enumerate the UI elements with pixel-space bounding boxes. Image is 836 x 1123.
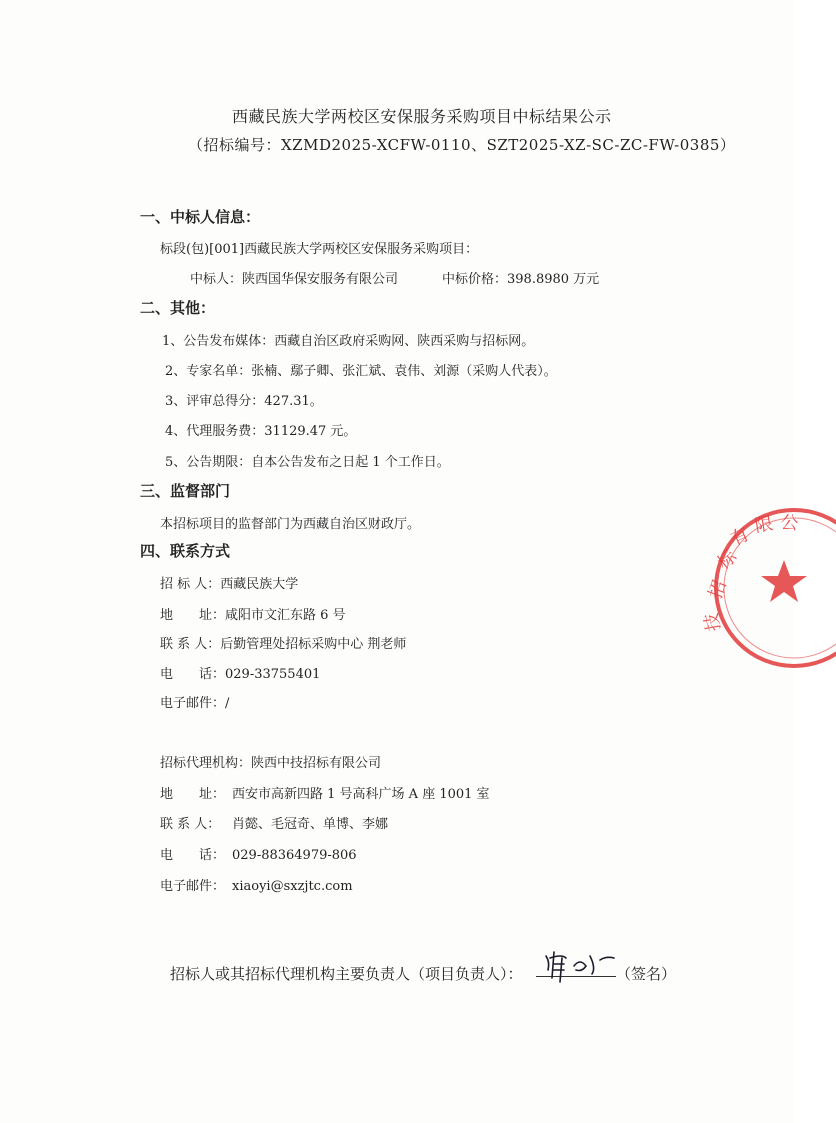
tenderer-email-row: [160, 692, 229, 711]
winner-line: [190, 268, 398, 287]
tenderer-contact: 后勤管理处招标采购中心 荆老师: [220, 637, 407, 652]
price-label: 中标价格：: [442, 272, 508, 287]
supervision-text: 本招标项目的监督部门为西藏自治区财政厅。: [160, 517, 421, 532]
svg-text:有: 有: [727, 523, 753, 551]
list-item: 4、代理服务费：31129.47 元。: [165, 424, 357, 439]
section-1-heading: 一、中标人信息：: [140, 208, 261, 226]
agency-contact-row: [160, 813, 388, 832]
agency-address-row: [160, 783, 490, 802]
tenderer-phone-label: 电 话：: [160, 667, 226, 682]
svg-text:公: 公: [779, 512, 800, 535]
winner-name: 陕西国华保安服务有限公司: [242, 272, 399, 287]
section-4-heading: 四、联系方式: [140, 542, 231, 560]
tenderer-address: 咸阳市文汇东路 6 号: [225, 608, 346, 623]
agency-address-label: 地 址：: [160, 787, 226, 802]
tenderer-address-label: 地 址：: [160, 608, 226, 623]
agency-address: 西安市高新四路 1 号高科广场 A 座 1001 室: [232, 787, 490, 802]
agency-name: 陕西中技招标有限公司: [251, 756, 382, 771]
tenderer-contact-label: 联 系 人：: [160, 637, 221, 652]
agency-phone: 029-88364979-806: [232, 848, 357, 863]
agency-email: xiaoyi@sxzjtc.com: [232, 879, 353, 894]
list-item: 2、专家名单：张楠、鄢子卿、张汇斌、袁伟、刘源（采购人代表）。: [165, 364, 557, 379]
agency-contact-label: 联 系 人：: [160, 817, 221, 832]
tenderer-email-label: 电子邮件：: [160, 696, 226, 711]
agency-email-label: 电子邮件：: [160, 879, 226, 894]
svg-text:招: 招: [704, 577, 731, 602]
page-title: 西藏民族大学两校区安保服务采购项目中标结果公示: [232, 107, 612, 126]
winner-label: 中标人：: [190, 272, 243, 287]
agency-phone-row: [160, 844, 357, 863]
section-2-heading: 二、其他：: [140, 299, 216, 317]
list-item: 3、评审总得分：427.31。: [165, 394, 323, 409]
signature-label: 招标人或其招标代理机构主要负责人（项目负责人）：: [170, 965, 523, 983]
agency-contact: 肖懿、毛冠奇、单博、李娜: [232, 817, 389, 832]
section-3-heading: 三、监督部门: [140, 482, 231, 500]
agency-phone-label: 电 话：: [160, 848, 226, 863]
list-item: 1、公告发布媒体：西藏自治区政府采购网、陕西采购与招标网。: [162, 334, 535, 349]
tenderer-contact-row: [160, 633, 406, 652]
agency-email-row: [160, 875, 353, 894]
price-line: [442, 268, 599, 287]
official-seal: [701, 500, 836, 680]
lot-line: 标段(包)[001]西藏民族大学两校区安保服务采购项目：: [160, 242, 479, 257]
tenderer-address-row: [160, 604, 346, 623]
tenderer-name: 西藏民族大学: [220, 577, 299, 592]
tenderer-name-label: 招 标 人：: [160, 577, 221, 592]
svg-text:技: 技: [701, 611, 725, 633]
handwritten-signature: [540, 948, 620, 984]
price-value: 398.8980 万元: [507, 272, 600, 287]
tenderer-name-row: [160, 573, 298, 592]
tender-number: （招标编号：XZMD2025-XCFW-0110、SZT2025-XZ-SC-ZC-FW-0385）: [188, 136, 736, 154]
agency-name-label: 招标代理机构：: [160, 756, 252, 771]
signature-suffix: （签名）: [616, 965, 677, 983]
list-item: 5、公告期限：自本公告发布之日起 1 个工作日。: [165, 455, 450, 470]
svg-text:标: 标: [713, 546, 742, 574]
tenderer-phone: 029-33755401: [225, 667, 321, 682]
svg-text:限: 限: [753, 513, 775, 537]
tenderer-phone-row: [160, 663, 320, 682]
tenderer-email: /: [225, 696, 230, 711]
agency-name-row: [160, 752, 381, 771]
